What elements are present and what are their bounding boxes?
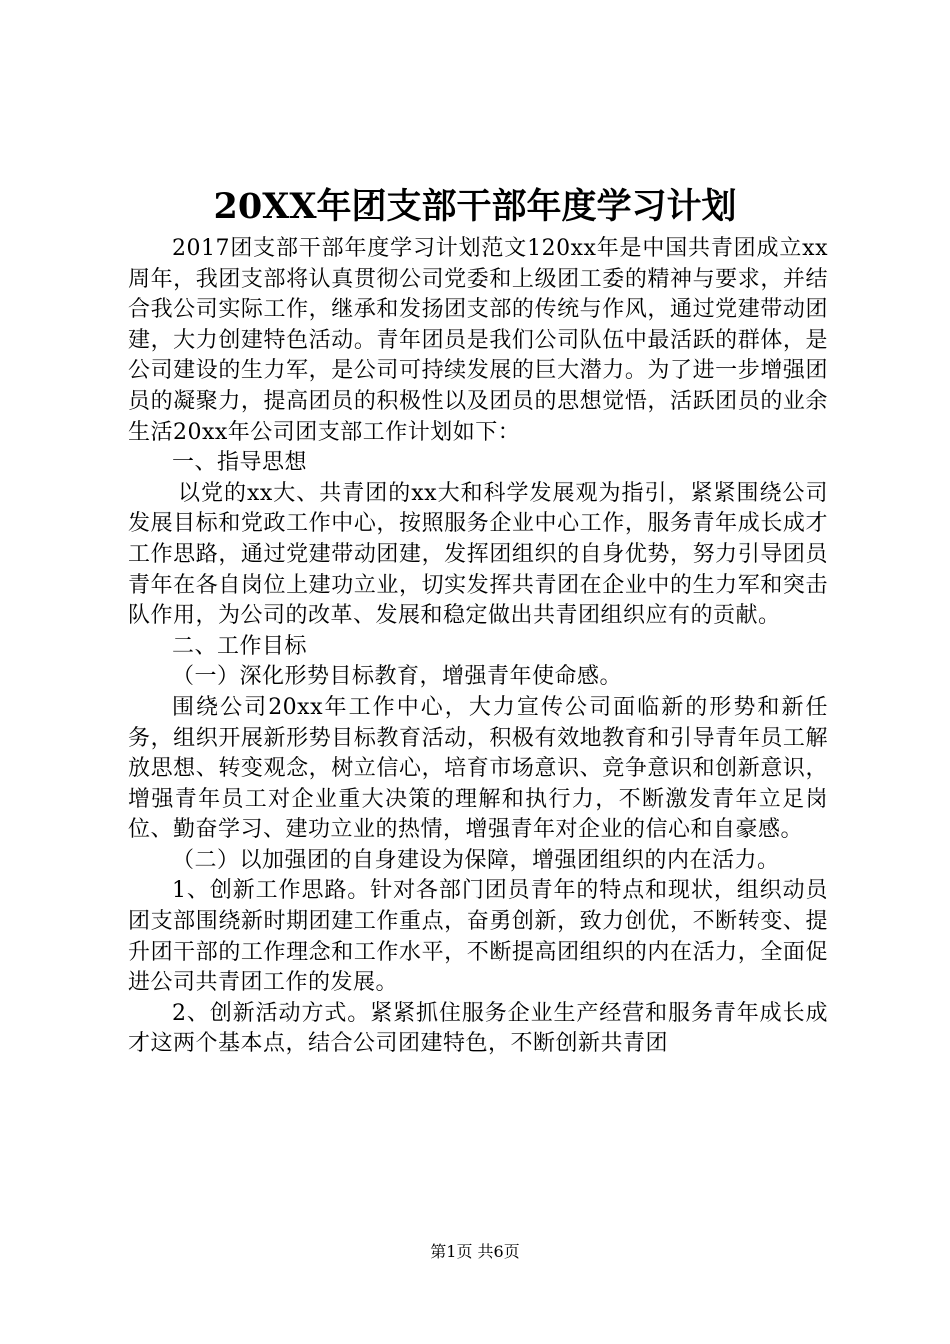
subheading-goal-1: （一）深化形势目标教育，增强青年使命感。	[172, 664, 623, 690]
heading-work-goals: 二、工作目标	[172, 633, 308, 659]
document-title: 20XX年团支部干部年度学习计划	[213, 186, 737, 227]
paragraph-innovate-thinking: 1、创新工作思路。针对各部门团员青年的特点和现状，组织动员团支部围绕新时期团建工作重点，奋勇创新，致力创优，不断转变、提升团干部的工作理念和工作水平，不断提高团组织的内在活力，全面促进公司共青团工作的发展。	[128, 878, 828, 996]
subheading-goal-2: （二）以加强团的自身建设为保障，增强团组织的内在活力。	[172, 847, 780, 873]
heading-guiding-ideology: 一、指导思想	[172, 450, 308, 476]
paragraph-innovate-activities: 2、创新活动方式。紧紧抓住服务企业生产经营和服务青年成长成才这两个基本点，结合公司团建特色，不断创新共青团	[128, 1000, 828, 1057]
paragraph-goal-1: 围绕公司20xx年工作中心，大力宣传公司面临新的形势和新任务，组织开展新形势目标教育活动，积极有效地教育和引导青年员工解放思想、转变观念，树立信心，培育市场意识、竞争意识和创新意识，增强青年员工对企业重大决策的理解和执行力，不断激发青年立足岗位、勤奋学习、建功立业的热情，增强青年对企业的信心和自豪感。	[128, 694, 828, 843]
paragraph-intro: 2017团支部干部年度学习计划范文120xx年是中国共青团成立xx周年，我团支部将认真贯彻公司党委和上级团工委的精神与要求，并结合我公司实际工作，继承和发扬团支部的传统与作风，通过党建带动团建，大力创建特色活动。青年团员是我们公司队伍中最活跃的群体，是公司建设的生力军，是公司可持续发展的巨大潜力。为了进一步增强团员的凝聚力，提高团员的积极性以及团员的思想觉悟，活跃团员的业余生活20xx年公司团支部工作计划如下：	[128, 236, 828, 445]
paragraph-guiding-ideology: 以党的xx大、共青团的xx大和科学发展观为指引，紧紧围绕公司发展目标和党政工作中心，按照服务企业中心工作，服务青年成长成才工作思路，通过党建带动团建，发挥团组织的自身优势，努力引导团员青年在各自岗位上建功立业，切实发挥共青团在企业中的生力军和突击队作用，为公司的改革、发展和稳定做出共青团组织应有的贡献。	[128, 480, 828, 629]
page-footer: 第1页 共6页	[430, 1242, 520, 1261]
document-body	[128, 234, 828, 1060]
